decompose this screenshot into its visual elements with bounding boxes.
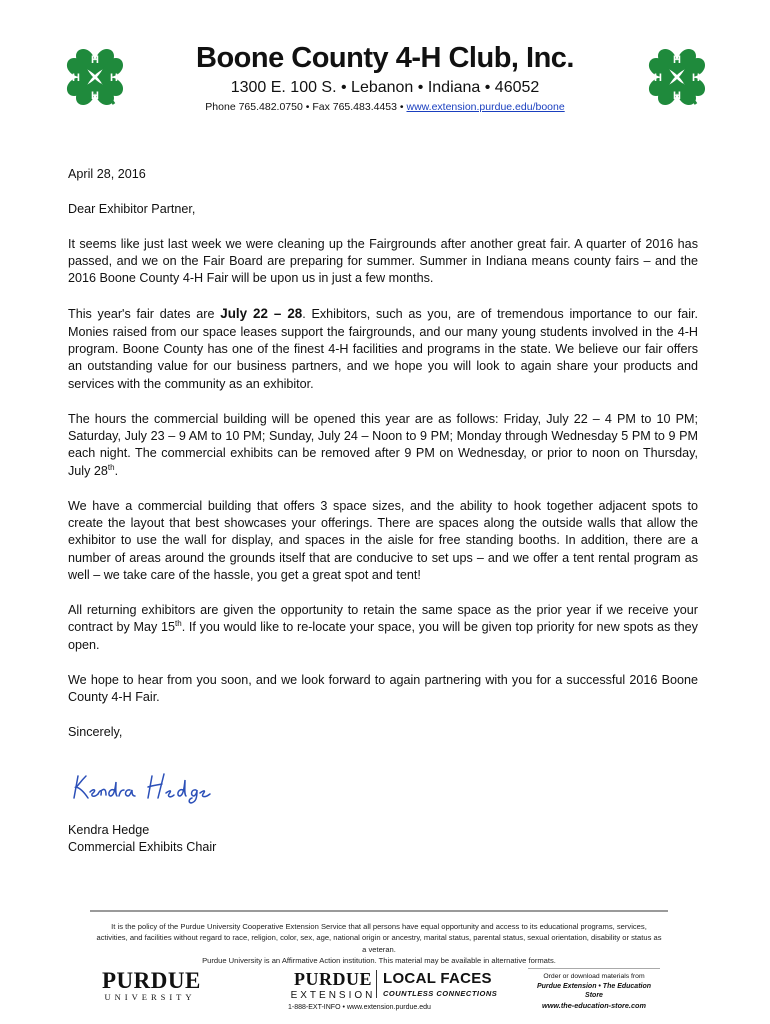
handwritten-signature xyxy=(70,768,220,804)
education-store-url[interactable]: www.the-education-store.com xyxy=(542,1000,646,1010)
org-contact xyxy=(150,101,620,113)
paragraph-closing: We hope to hear from you soon, and we look forward to again partnering with you for a successful 2016 Boone County 4-H Fair. xyxy=(68,672,698,705)
svg-text:H: H xyxy=(110,72,118,84)
affirmative-action-statement: Purdue University is an Affirmative Action institution. This material may be available in alternative formats. xyxy=(202,956,556,966)
svg-text:H: H xyxy=(673,90,681,102)
letter-body xyxy=(68,166,698,759)
purdue-wordmark: PURDUE xyxy=(102,968,201,993)
university-wordmark: UNIVERSITY xyxy=(104,992,196,1002)
svg-text:H: H xyxy=(654,72,662,84)
svg-text:H: H xyxy=(91,54,99,66)
paragraph-spaces: We have a commercial building that offers 3 space sizes, and the ability to hook together adjacent spots to create the layout that best showcases your offerings. There are spaces along the outside walls that allow the exhibitor to use the wall for display, and spaces in the aisle for free standing booths. In addition, there are a number of areas around the grounds itself that are conducive to set ups – and we offer a tent rental program as well – we take care of the hassle, you get a great spot and tent! xyxy=(68,498,698,583)
order-line-2: Purdue Extension • The Education Store xyxy=(536,982,652,1000)
extension-purdue-wordmark: PURDUE xyxy=(294,969,372,989)
contact-phone-fax: Phone 765.482.0750 • Fax 765.483.4453 • xyxy=(205,101,407,114)
paragraph-returning: All returning exhibitors are given the opportunity to retain the same space as the prior year if we receive your contract by May 15th. If you would like to re-locate your space, you will be given top priority for new spots as they open. xyxy=(68,603,698,652)
4h-clover-logo-left xyxy=(62,44,128,110)
extension-phone-url: 1-888-EXT-INFO • www.extension.purdue.edu xyxy=(288,1004,431,1011)
4h-clover-logo-right xyxy=(644,44,710,110)
signer-title: Commercial Exhibits Chair xyxy=(68,840,217,855)
signer-block xyxy=(68,822,216,857)
letterhead xyxy=(150,42,620,113)
svg-text:H: H xyxy=(91,90,99,102)
purdue-university-logo xyxy=(102,968,201,1002)
paragraph-intro: It seems like just last week we were cleaning up the Fairgrounds after another great fair. A quarter of 2016 has passed, and we on the Fair Board are preparing for summer. Summer in Indiana means county fairs – and the 2016 Boone County 4-H Fair will be upon us in just a few months. xyxy=(68,236,698,286)
svg-text:H: H xyxy=(673,54,681,66)
equal-opportunity-policy xyxy=(95,921,663,967)
paragraph-fair-dates: This year's fair dates are July 22 – 28. Exhibitors, such as you, are of tremendous importance to our fair. Monies raised from our space leases support the fairgrounds, and our many young students involved in the 4-H program. Boone County has one of the finest 4-H facilities and programs in the state. We believe our fair offers an outstanding value for our business partners, and we hope you will look to again share your products and services with the community as an exhibitor. xyxy=(68,306,698,391)
letter-date: April 28, 2016 xyxy=(68,167,146,181)
fair-dates-bold: July 22 – 28 xyxy=(220,306,303,322)
extension-wordmark: EXTENSION xyxy=(290,990,376,1001)
org-name: Boone County 4-H Club, Inc. xyxy=(196,42,574,74)
countless-connections: COUNTLESS CONNECTIONS xyxy=(383,989,498,998)
education-store-notice xyxy=(528,968,660,1016)
website-link[interactable]: www.extension.purdue.edu/boone xyxy=(406,101,565,114)
org-address: 1300 E. 100 S. • Lebanon • Indiana • 46052 xyxy=(230,79,540,97)
svg-text:H: H xyxy=(72,72,80,84)
signer-name: Kendra Hedge xyxy=(68,823,150,837)
letter-closing: Sincerely, xyxy=(68,724,123,739)
footer-divider xyxy=(90,910,668,912)
local-faces-title: LOCAL FACES xyxy=(383,970,492,987)
local-faces-logo xyxy=(376,970,497,998)
order-line-1: Order or download materials from xyxy=(543,973,645,980)
policy-statement: It is the policy of the Purdue University Cooperative Extension Service that all persons have equal opportunity and access to its educational programs, services, activities, and facilities without regard to race, religion, color, sex, age, national origin or ancestry, marital status, parental status, sexual orientation, disability or status as a veteran. xyxy=(96,922,662,954)
letter-salutation: Dear Exhibitor Partner, xyxy=(68,201,196,216)
svg-text:H: H xyxy=(692,72,700,84)
purdue-extension-logo xyxy=(288,969,431,1011)
paragraph-hours: The hours the commercial building will be opened this year are as follows: Friday, July 22 – 4 PM to 10 PM; Saturday, July 23 – 9 AM to 10 PM; Sunday, July 24 – Noon to 9 PM; Monday through Wednesday 5 PM to 9 PM each night. The commercial exhibits can be removed after 9 PM on Wednesday, or prior to noon on Thursday, July 28th. xyxy=(68,411,698,478)
